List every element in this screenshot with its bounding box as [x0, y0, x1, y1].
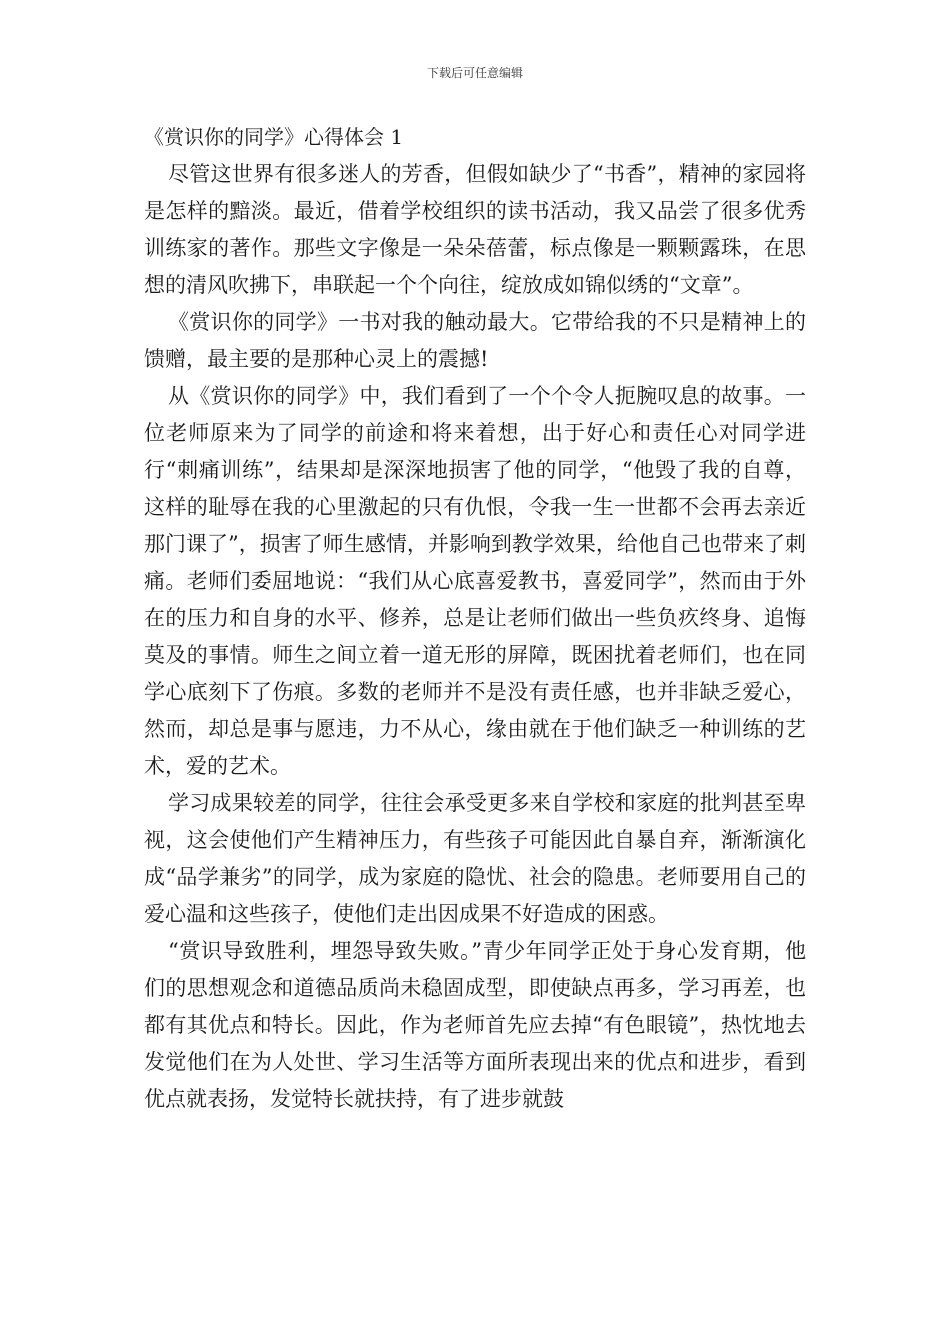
- header-note: 下载后可任意编辑: [426, 66, 523, 80]
- paragraph-3: 从《赏识你的同学》中，我们看到了一个个令人扼腕叹息的故事。一位老师原来为了同学的前途和将来着想，出于好心和责任心对同学进行“刺痛训练”，结果却是深深地损害了他的同学，“他毁了我的自尊，这样的耻辱在我的心里激起的只有仇恨，令我一生一世都不会再去亲近那门课了”，损害了师生感情，并影响到教学效果，给他自己也带来了刺痛。老师们委屈地说：“我们从心底喜爱教书，喜爱同学”，然而由于外在的压力和自身的水平、修养，总是让老师们做出一些负疚终身、追悔莫及的事情。师生之间立着一道无形的屏障，既困扰着老师们，也在同学心底刻下了伤痕。多数的老师并不是没有责任感，也并非缺乏爱心，然而，却总是事与愿违，力不从心，缘由就在于他们缺乏一种训练的艺术，爱的艺术。: [144, 384, 806, 778]
- document-body: [144, 118, 806, 1118]
- paragraph-5: “赏识导致胜利，埋怨导致失败。”青少年同学正处于身心发育期，他们的思想观念和道德品质尚未稳固成型，即使缺点再多，学习再差，也都有其优点和特长。因此，作为老师首先应去掉“有色眼镜”，热忱地去发觉他们在为人处世、学习生活等方面所表现出来的优点和进步，看到优点就表扬，发觉特长就扶持，有了进步就鼓: [144, 939, 806, 1111]
- paragraph-2: 《赏识你的同学》一书对我的触动最大。它带给我的不只是精神上的馈赠，最主要的是那种心灵上的震撼!: [144, 310, 806, 371]
- document-title: 《赏识你的同学》心得体会 1: [144, 125, 404, 149]
- paragraph-1: 尽管这世界有很多迷人的芳香，但假如缺少了“书香”，精神的家园将是怎样的黯淡。最近，借着学校组织的读书活动，我又品尝了很多优秀训练家的著作。那些文字像是一朵朵蓓蕾，标点像是一颗颗露珠，在思想的清风吹拂下，串联起一个个向往，绽放成如锦似绣的“文章”。: [144, 162, 806, 297]
- paragraph-4: 学习成果较差的同学，往往会承受更多来自学校和家庭的批判甚至卑视，这会使他们产生精神压力，有些孩子可能因此自暴自弃，渐渐演化成“品学兼劣”的同学，成为家庭的隐忧、社会的隐患。老师要用自己的爱心温和这些孩子，使他们走出因成果不好造成的困惑。: [144, 791, 806, 926]
